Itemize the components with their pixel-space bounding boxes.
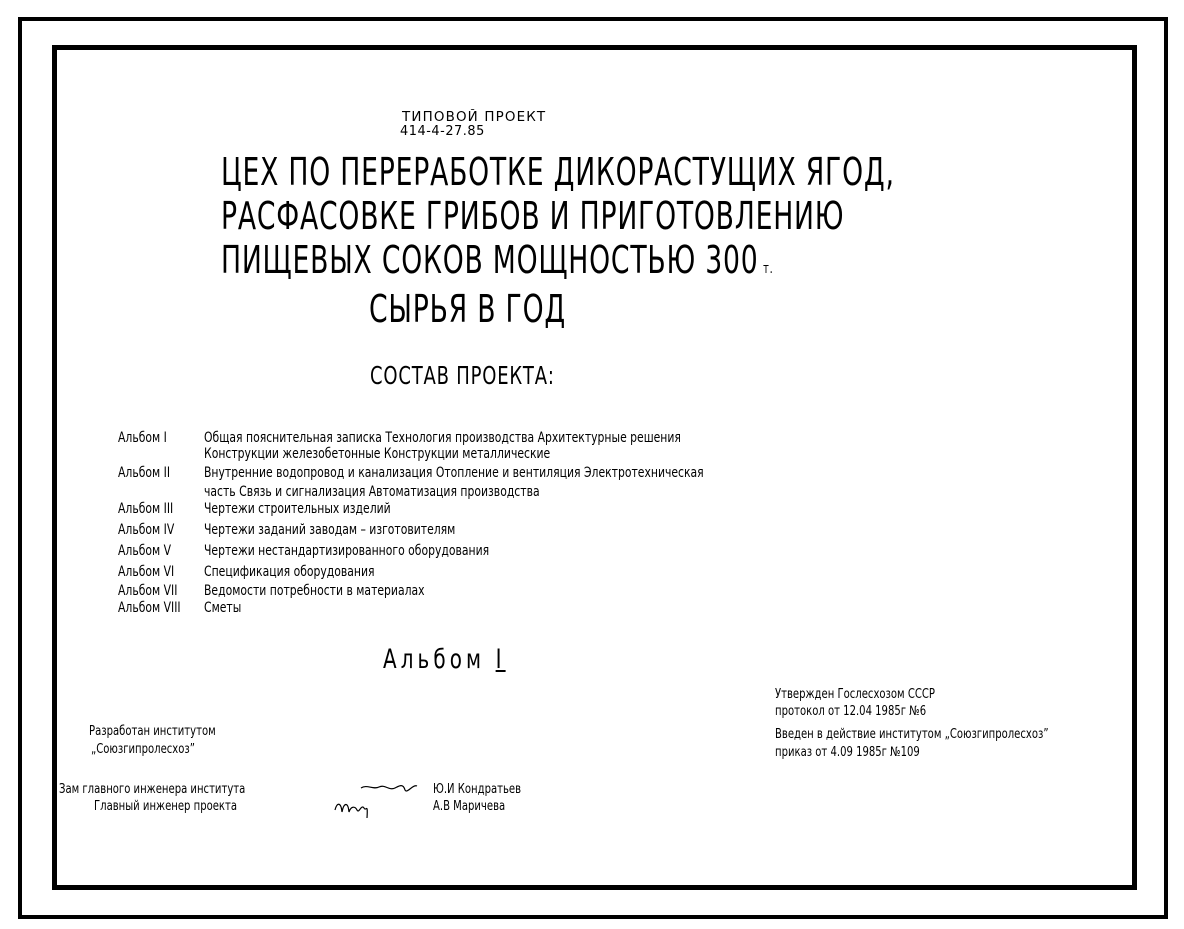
title-line-2: РАСФАСОВКЕ ГРИБОВ И ПРИГОТОВЛЕНИЮ bbox=[221, 194, 845, 238]
album-label: Альбом V bbox=[118, 543, 172, 559]
signatory-role-1: Зам главного инженера института bbox=[59, 782, 246, 797]
album-title bbox=[383, 646, 506, 673]
album-description: Чертежи заданий заводам – изготовителям bbox=[204, 522, 456, 538]
album-description: Ведомости потребности в материалах bbox=[204, 583, 425, 599]
signatory-name-2: А.В Маричева bbox=[433, 799, 506, 814]
album-title-word: Альбом bbox=[383, 644, 486, 675]
album-label: Альбом VII bbox=[118, 583, 178, 599]
project-type-label: ТИПОВОЙ ПРОЕКТ bbox=[402, 110, 547, 125]
handwritten-signatures bbox=[333, 780, 423, 820]
developer-line-2: „Союзгипролесхоз” bbox=[91, 742, 195, 757]
album-label: Альбом IV bbox=[118, 522, 175, 538]
album-description: Чертежи строительных изделий bbox=[204, 501, 391, 517]
album-label: Альбом VI bbox=[118, 564, 175, 580]
approval-line-3: Введен в действие институтом „Союзгипролесхоз” bbox=[775, 727, 1049, 742]
album-description: Конструкции железобетонные Конструкции металлические bbox=[204, 446, 551, 462]
title-unit: т. bbox=[763, 261, 774, 277]
title-line-4: СЫРЬЯ В ГОД bbox=[369, 287, 566, 331]
signatory-role-2: Главный инженер проекта bbox=[94, 799, 238, 814]
title-line-3 bbox=[221, 238, 774, 282]
signature-1 bbox=[361, 786, 417, 791]
album-description: Внутренние водопровод и канализация Отопление и вентиляция Электротехническая bbox=[204, 465, 704, 481]
album-title-number: I bbox=[495, 644, 506, 675]
album-label: Альбом II bbox=[118, 465, 171, 481]
signature-2 bbox=[335, 804, 367, 818]
title-line-1: ЦЕХ ПО ПЕРЕРАБОТКЕ ДИКОРАСТУЩИХ ЯГОД, bbox=[221, 150, 895, 194]
album-description: Чертежи нестандартизированного оборудования bbox=[204, 543, 490, 559]
contents-heading: СОСТАВ ПРОЕКТА: bbox=[370, 361, 555, 390]
title-line-3-text: ПИЩЕВЫХ СОКОВ МОЩНОСТЬЮ 300 bbox=[221, 238, 759, 282]
album-label: Альбом VIII bbox=[118, 600, 181, 616]
developer-line-1: Разработан институтом bbox=[89, 724, 216, 739]
album-description: Сметы bbox=[204, 600, 242, 616]
approval-line-1: Утвержден Гослесхозом СССР bbox=[775, 687, 935, 702]
approval-line-4: приказ от 4.09 1985г №109 bbox=[775, 745, 920, 760]
album-description: часть Связь и сигнализация Автоматизация производства bbox=[204, 484, 540, 500]
album-label: Альбом III bbox=[118, 501, 174, 517]
album-description: Спецификация оборудования bbox=[204, 564, 375, 580]
album-description: Общая пояснительная записка Технология производства Архитектурные решения bbox=[204, 430, 681, 446]
album-label: Альбом I bbox=[118, 430, 167, 446]
project-code: 414-4-27.85 bbox=[400, 124, 485, 139]
signatory-name-1: Ю.И Кондратьев bbox=[433, 782, 522, 797]
approval-line-2: протокол от 12.04 1985г №6 bbox=[775, 704, 927, 719]
